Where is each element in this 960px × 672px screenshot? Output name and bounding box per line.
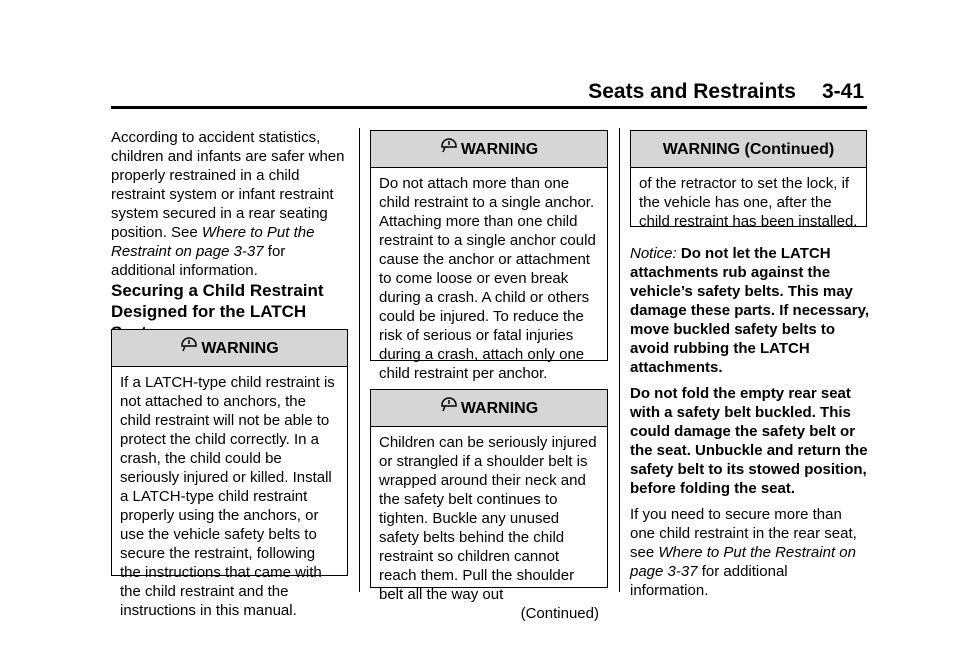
warning-icon xyxy=(440,396,458,412)
warning-body: Do not attach more than one child restraint to a single anchor. Attaching more than one child restraint to a single anchor could cause the anchor or attachment to come loose or even break during a crash. A child or others could be injured. To reduce the risk of serious or fatal injuries during a crash, attach only one child restraint per anchor. xyxy=(379,175,596,382)
warning-title: WARNING xyxy=(460,399,539,417)
closing-paragraph: If you need to secure more than one child restraint in the rear seat, see Where to Put the Restraint on page 3-37 for additional information. xyxy=(630,506,857,599)
warning-box-latch xyxy=(111,329,348,619)
column-1 xyxy=(111,128,349,343)
warning-body: If a LATCH-type child restraint is not attached to anchors, the child restraint will not be able to protect the child correctly. In a crash, the child could be seriously injured or killed. Install a LATCH-type child restraint properly using the anchors, or use the vehicle safety belts to secure the restraint, following the instructions that came with the child restraint and the instructions in this manual. xyxy=(120,374,335,619)
warning-box-shoulder-belt xyxy=(370,389,608,622)
column-divider-1 xyxy=(359,128,360,592)
warning-box-continued xyxy=(630,130,867,230)
warning-body xyxy=(371,427,607,629)
warning-icon xyxy=(180,336,198,352)
page-number: 3-41 xyxy=(821,80,864,103)
column-divider-2 xyxy=(619,128,620,592)
warning-text: Children can be seriously injured or strangled if a shoulder belt is wrapped around their neck and the safety belt continues to tighten. Buckle any unused safety belts behind the child restraint so children cannot reach them. Pull the shoulder belt all the way out xyxy=(379,434,597,603)
warning-header xyxy=(371,131,607,168)
page-header xyxy=(588,80,864,104)
header-rule xyxy=(111,106,867,109)
warning-header xyxy=(631,131,866,168)
notice-label: Notice: xyxy=(630,245,677,262)
warning-box-anchor xyxy=(370,130,608,382)
warning-title: WARNING xyxy=(201,339,279,357)
fold-seat-paragraph: Do not fold the empty rear seat with a safety belt buckled. This could damage the safety belt or the seat. Unbuckle and return the safety belt to its stowed position, before folding the seat. xyxy=(630,385,868,497)
column-3 xyxy=(630,244,870,600)
cross-reference-link[interactable]: Where to Put the Restraint on page 3-37 xyxy=(630,544,856,580)
section-title: Seats and Restraints xyxy=(588,80,796,103)
warning-title: WARNING xyxy=(460,140,539,158)
warning-header xyxy=(112,330,347,367)
warning-title: WARNING (Continued) xyxy=(662,140,835,158)
continued-marker: (Continued) xyxy=(520,605,599,622)
section-subheading: Securing a Child Restraint Designed for the LATCH xyxy=(111,281,324,321)
notice-paragraph: Notice: Do not let the LATCH attachments rub against the vehicle’s safety belts. This may damage these parts. If necessary, move buckled safety belts to avoid rubbing the LATCH attachments. xyxy=(630,245,870,376)
cross-reference-link[interactable]: Where to Put the Restraint on page 3-37 xyxy=(111,224,315,260)
warning-header xyxy=(371,390,607,427)
warning-icon xyxy=(440,137,458,153)
warning-body: of the retractor to set the lock, if the vehicle has one, after the child restraint has been installed. xyxy=(639,175,858,230)
intro-paragraph: According to accident statistics, children and infants are safer when properly restrained in a child restraint system or infant restraint system secured in a rear seating position. See Where to Put the Restraint on page 3-37 for additional information. xyxy=(111,129,345,279)
